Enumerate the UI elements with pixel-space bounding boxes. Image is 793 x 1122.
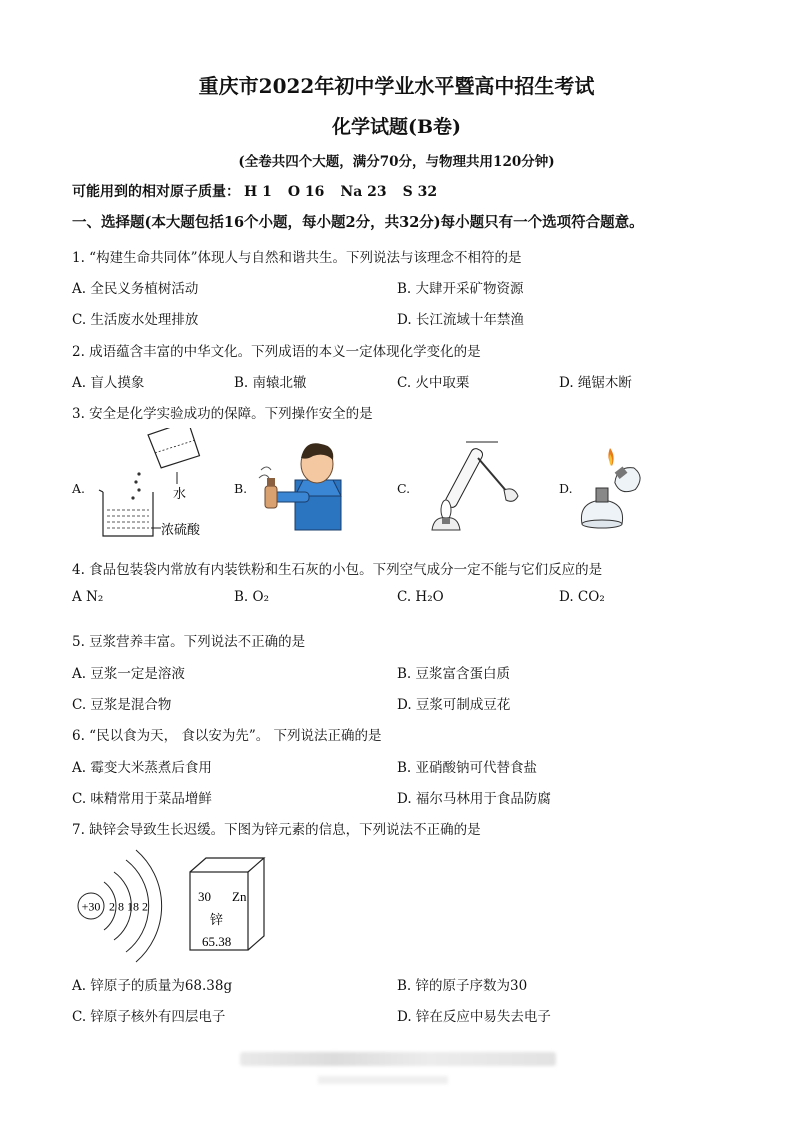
option-c: C. 味精常用于菜品增鲜 xyxy=(72,791,212,807)
blurred-footer-line xyxy=(318,1076,448,1084)
atomic-mass-h: H 1 xyxy=(244,184,272,200)
nucleus-charge: +30 xyxy=(81,899,101,914)
alcohol-lamp-figure xyxy=(572,444,648,532)
atomic-mass-na: Na 23 xyxy=(340,184,387,200)
question-stem: 7. 缺锌会导致生长迟缓。下图为锌元素的信息，下列说法不正确的是 xyxy=(72,822,481,838)
option-b: B. 豆浆富含蛋白质 xyxy=(397,666,511,682)
option-b: B. 南辕北辙 xyxy=(234,375,307,391)
acid-label: 浓硫酸 xyxy=(161,523,201,538)
dilution-figure xyxy=(95,428,235,543)
electron-shells: 2 8 18 2 xyxy=(109,899,148,914)
option-b: B. 亚硝酸钠可代替食盐 xyxy=(397,760,538,776)
option-b: B. 大肆开采矿物资源 xyxy=(397,281,524,297)
option-d: D. 豆浆可制成豆花 xyxy=(397,697,511,713)
option-c: C. 豆浆是混合物 xyxy=(72,697,172,713)
option-d: D. 绳锯木断 xyxy=(559,375,632,391)
question-stem: 3. 安全是化学实验成功的保障。下列操作安全的是 xyxy=(72,406,373,422)
atomic-mass: 65.38 xyxy=(202,934,232,949)
zinc-element-cell xyxy=(188,856,268,956)
question-stem: 6. “民以食为天， 食以安为先”。 下列说法正确的是 xyxy=(72,728,382,744)
option-b: B. O₂ xyxy=(234,589,269,605)
element-symbol: Zn xyxy=(232,889,247,904)
section-heading: 一、选择题(本大题包括16个小题，每小题2分，共32分)每小题只有一个选项符合题意。 xyxy=(72,214,644,231)
exam-note: (全卷共四个大题，满分70分，与物理共用120分钟) xyxy=(238,154,555,170)
option-a: A. xyxy=(72,481,86,496)
option-c: C. 生活废水处理排放 xyxy=(72,312,199,328)
water-label: 水 xyxy=(173,487,187,502)
question-stem: 2. 成语蕴含丰富的中华文化。下列成语的本义一定体现化学变化的是 xyxy=(72,344,481,360)
option-c: C. xyxy=(397,481,411,496)
atomic-mass-s: S 32 xyxy=(402,184,438,200)
option-c: C. H₂O xyxy=(397,589,444,605)
option-d: D. xyxy=(559,481,573,496)
option-d: D. 锌在反应中易失去电子 xyxy=(397,1009,551,1025)
option-d: D. 长江流域十年禁渔 xyxy=(397,312,524,328)
smelling-figure xyxy=(255,436,345,532)
option-a: A. 豆浆一定是溶液 xyxy=(72,666,185,682)
question-stem: 4. 食品包装袋内常放有内装铁粉和生石灰的小包。下列空气成分一定不能与它们反应的是 xyxy=(72,562,603,578)
atomic-number: 30 xyxy=(198,889,211,904)
atom-structure-diagram xyxy=(72,842,172,972)
option-a: A. 霉变大米蒸煮后食用 xyxy=(72,760,212,776)
option-a: A. 全民义务植树活动 xyxy=(72,281,199,297)
option-c: C. 火中取栗 xyxy=(397,375,470,391)
option-b: B. 锌的原子序数为30 xyxy=(397,978,528,994)
option-b: B. xyxy=(234,481,248,496)
atomic-mass-label: 可能用到的相对原子质量： xyxy=(72,184,240,200)
question-stem: 5. 豆浆营养丰富。下列说法不正确的是 xyxy=(72,634,306,650)
atomic-mass-o: O 16 xyxy=(287,184,325,200)
heating-tube-figure xyxy=(418,438,528,534)
atomic-mass-line xyxy=(72,181,453,201)
option-a: A. 锌原子的质量为68.38g xyxy=(72,978,233,994)
option-d: D. 福尔马林用于食品防腐 xyxy=(397,791,551,807)
blurred-footer xyxy=(240,1052,556,1066)
lower-beaker xyxy=(99,490,153,536)
option-a: A N₂ xyxy=(72,589,104,605)
option-d: D. CO₂ xyxy=(559,589,605,605)
question-stem: 1. “构建生命共同体”体现人与自然和谐共生。下列说法与该理念不相符的是 xyxy=(72,250,522,266)
exam-subtitle: 化学试题(B卷) xyxy=(331,116,462,138)
element-name: 锌 xyxy=(210,913,224,928)
option-c: C. 锌原子核外有四层电子 xyxy=(72,1009,226,1025)
option-a: A. 盲人摸象 xyxy=(72,375,145,391)
pouring-beaker xyxy=(147,428,204,469)
exam-title: 重庆市2022年初中学业水平暨高中招生考试 xyxy=(198,74,595,98)
